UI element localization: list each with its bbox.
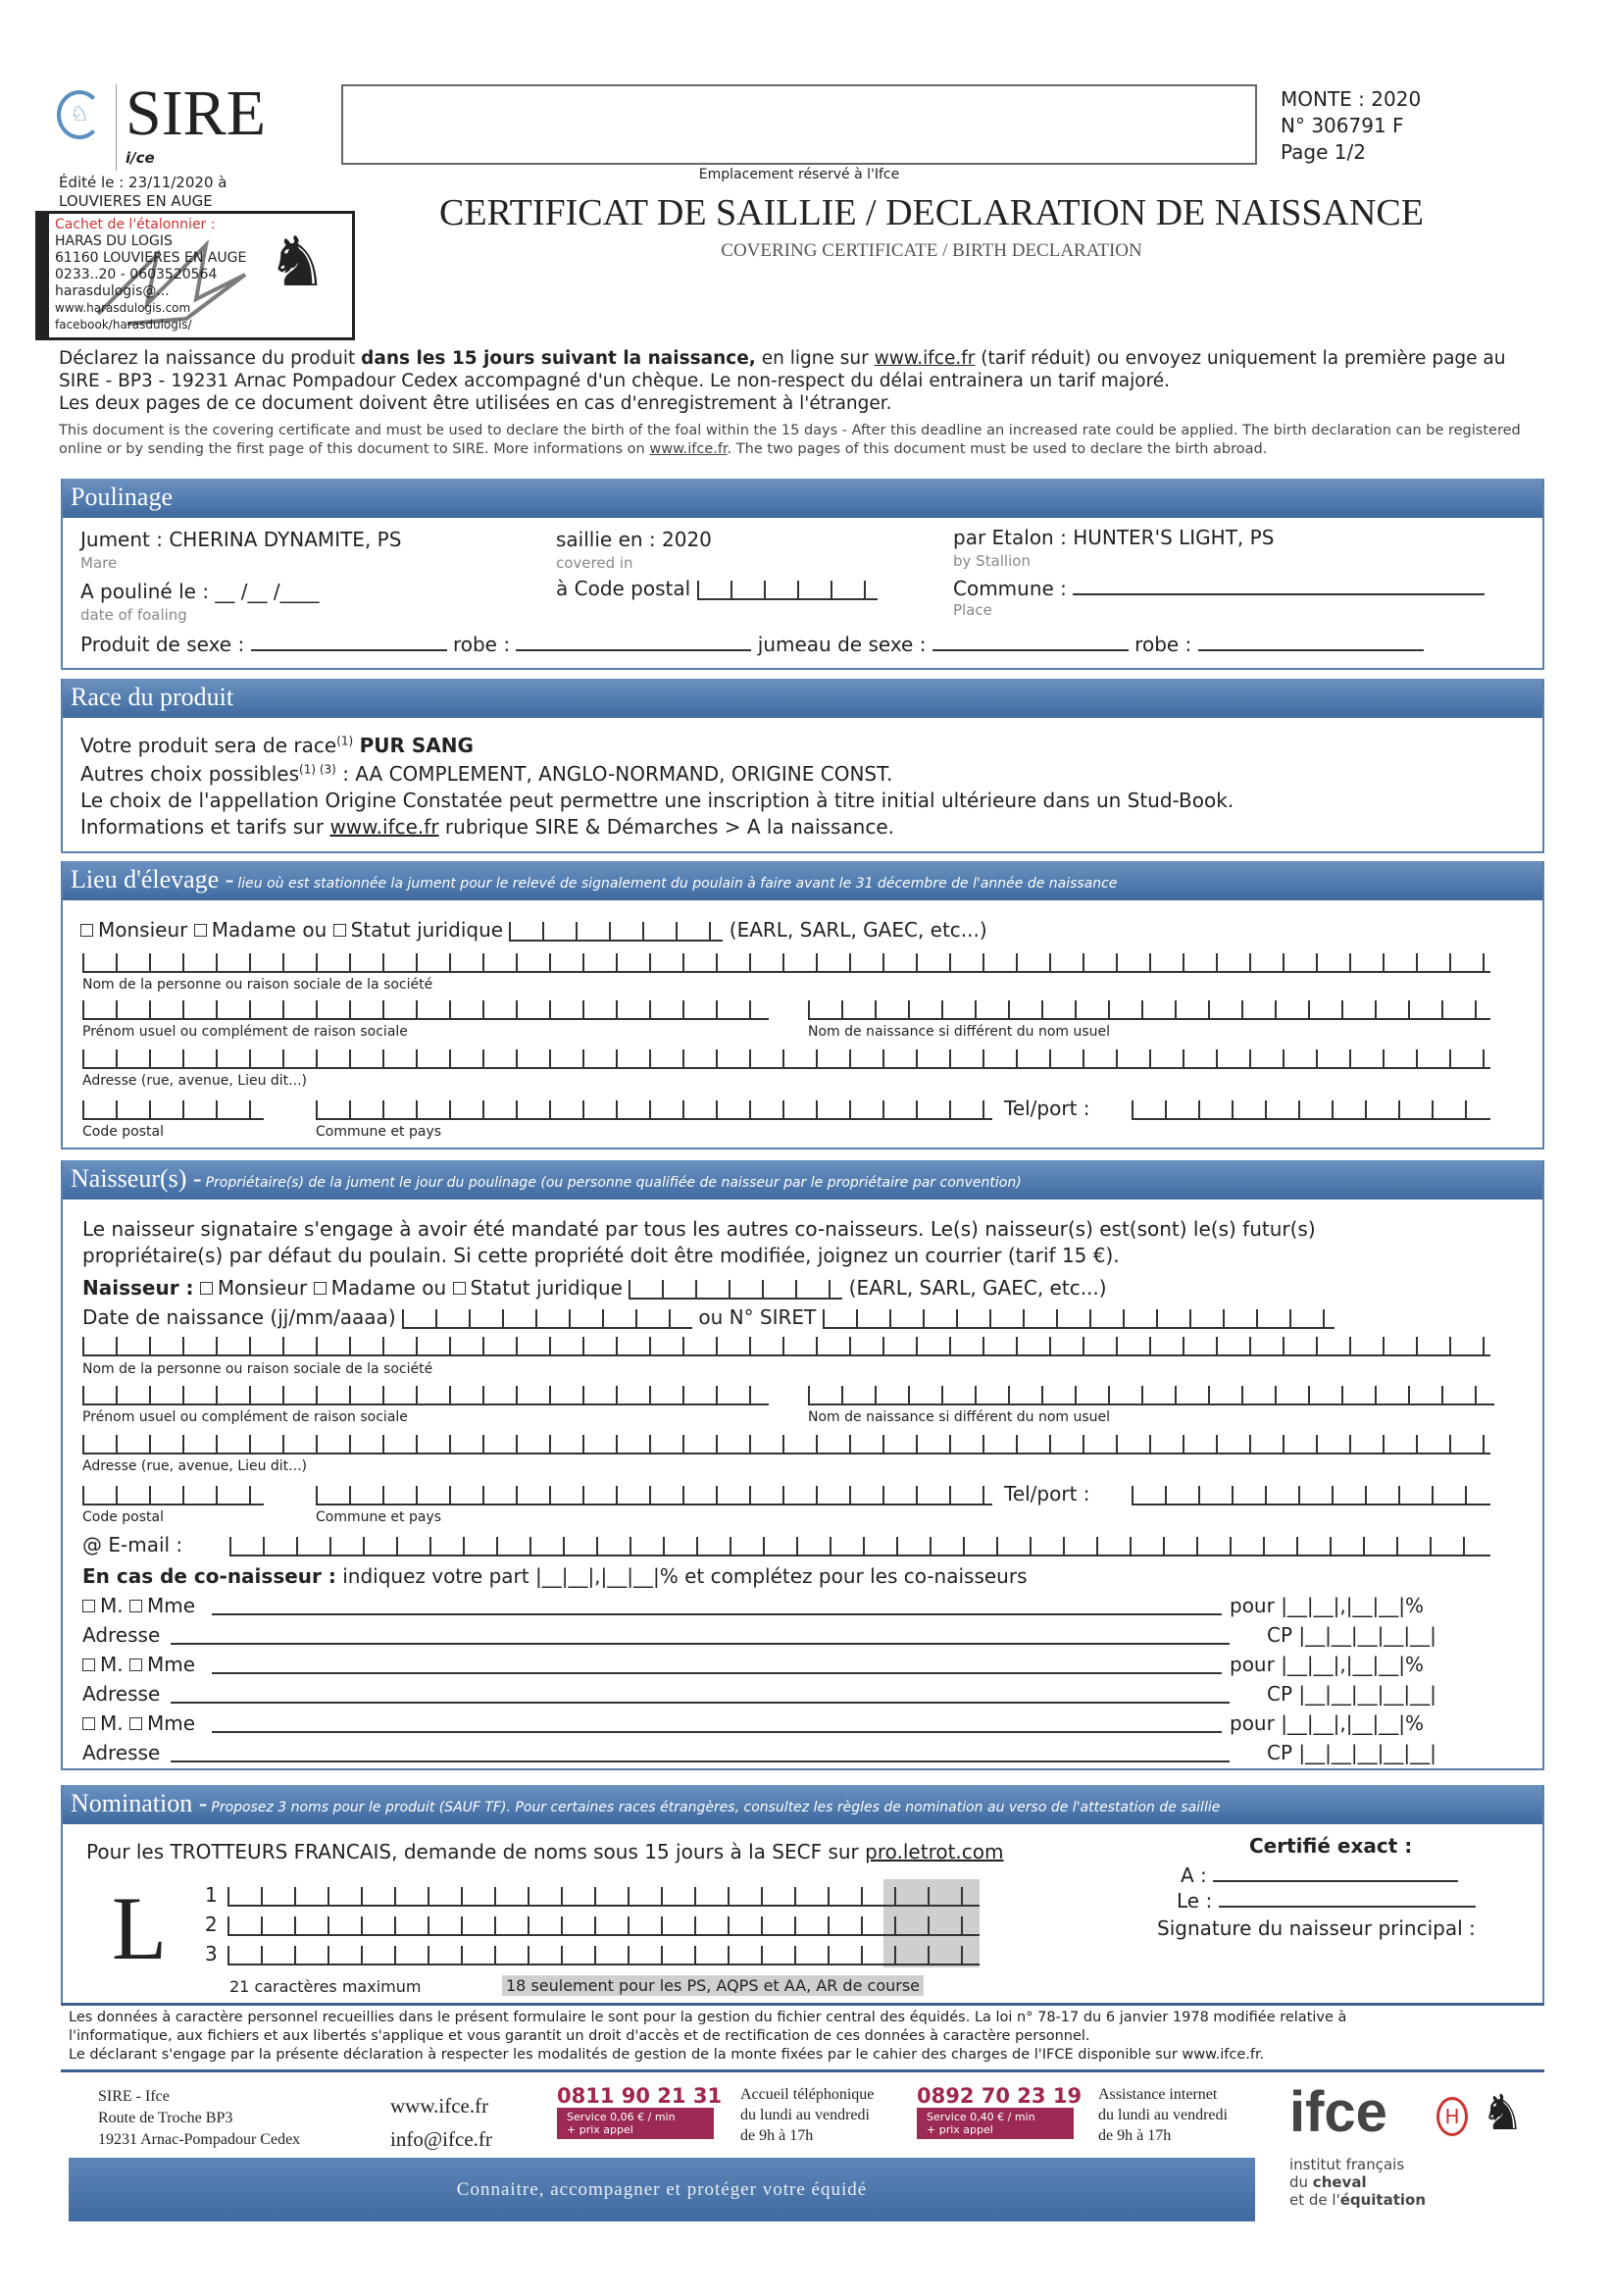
firstname-field[interactable] bbox=[82, 1000, 769, 1020]
tel-label: Tel/port : bbox=[1004, 1482, 1090, 1505]
birthname-field[interactable] bbox=[808, 1000, 1490, 1020]
text: de 9h à 17h bbox=[740, 2127, 814, 2144]
footer-address bbox=[98, 2086, 300, 2151]
rate: Service 0,06 € / min bbox=[567, 2111, 676, 2123]
name-field[interactable] bbox=[82, 953, 1490, 973]
dob-field[interactable] bbox=[402, 1309, 692, 1329]
page-title: CERTIFICAT DE SAILLIE / DECLARATION DE NAISSANCE bbox=[439, 192, 1424, 233]
address-label: Adresse (rue, avenue, Lieu dit...) bbox=[82, 1073, 307, 1089]
phone-assistance bbox=[917, 2084, 1082, 2139]
co-naisseur-name-field[interactable] bbox=[212, 1657, 1222, 1674]
sire-logo-icon: ♘ bbox=[57, 90, 102, 139]
max18-label: 18 seulement pour les PS, AQPS et AA, AR de course bbox=[502, 1975, 924, 1996]
label: Madame ou bbox=[330, 1276, 447, 1300]
checkbox-mme[interactable] bbox=[129, 1717, 142, 1730]
stamp-line: 0233..20 - 0603520564 bbox=[55, 267, 218, 282]
commune-field[interactable] bbox=[316, 1100, 992, 1120]
postcode-row bbox=[556, 577, 878, 600]
address-field[interactable] bbox=[82, 1049, 1490, 1069]
mare-label-en: Mare bbox=[80, 554, 118, 572]
checkbox-mme[interactable] bbox=[129, 1600, 142, 1612]
footer-slogan-band: Connaitre, accompagner et protéger votre équidé bbox=[69, 2158, 1255, 2221]
page-body bbox=[0, 78, 1612, 2296]
tel-label: Tel/port : bbox=[1004, 1097, 1090, 1120]
section-lieu-elevage bbox=[61, 861, 1544, 1149]
email-link[interactable]: info@ifce.fr bbox=[390, 2127, 492, 2151]
robe-field[interactable] bbox=[516, 634, 751, 651]
haras-emblem-icon: H bbox=[1436, 2097, 1468, 2136]
stallion-name: par Etalon : HUNTER'S LIGHT, PS bbox=[953, 526, 1275, 549]
co-naisseur-civility bbox=[82, 1594, 195, 1617]
ifce-logo-small: i/ce bbox=[126, 149, 155, 167]
birthname-label: Nom de naissance si différent du nom usuel bbox=[808, 1409, 1111, 1425]
postcode-label: Code postal bbox=[82, 1509, 164, 1525]
statut-field[interactable] bbox=[509, 922, 723, 942]
label: Adresse bbox=[82, 1741, 161, 1764]
twin-robe-label: robe : bbox=[1134, 633, 1192, 656]
firstname-label: Prénom usuel ou complément de raison sociale bbox=[82, 1024, 408, 1040]
label: Statut juridique bbox=[350, 918, 504, 942]
stamp-label: Cachet de l'étalonnier : bbox=[55, 217, 216, 232]
foaling-date-field[interactable]: A pouliné le : __ /__ /____ bbox=[80, 580, 320, 603]
co-naisseur-postcode-field[interactable]: CP |__|__|__|__|__| bbox=[1267, 1623, 1436, 1647]
phone-accueil-hours bbox=[740, 2084, 874, 2146]
date-row bbox=[1177, 1889, 1476, 1913]
share-field[interactable]: |__|__|,|__|__|% et complétez pour les co-naisseurs bbox=[534, 1564, 1028, 1588]
section-header bbox=[63, 861, 1542, 900]
name-choice-3-field[interactable] bbox=[227, 1946, 980, 1965]
divider bbox=[61, 2003, 1544, 2006]
intro-text: SIRE - BP3 - 19231 Arnac Pompadour Cedex accompagné d'un chèque. Le non-respect du délai entrainera un tarif majoré. bbox=[59, 371, 1171, 391]
checkbox-monsieur[interactable] bbox=[80, 924, 93, 937]
label: Monsieur bbox=[217, 1276, 308, 1300]
twin-sex-label: jumeau de sexe : bbox=[757, 633, 927, 656]
checkbox-statut[interactable] bbox=[333, 924, 346, 937]
intro-text: Déclarez la naissance du produit bbox=[59, 348, 362, 369]
rate: + prix appel bbox=[567, 2123, 633, 2136]
label: Naisseur : bbox=[82, 1276, 194, 1300]
commune-label: Commune et pays bbox=[316, 1124, 442, 1140]
stamp-line: harasdulogis@... bbox=[55, 283, 170, 299]
label: Madame ou bbox=[211, 918, 327, 942]
race-text: Votre produit sera de race bbox=[80, 734, 337, 757]
stallion-label-en: by Stallion bbox=[953, 552, 1031, 570]
intro-en-text: . The two pages of this document must be used to declare the birth abroad. bbox=[727, 441, 1268, 457]
label: indiquez votre part bbox=[335, 1564, 529, 1588]
ifce-logo-caption bbox=[1289, 2156, 1426, 2209]
co-naisseur-civility bbox=[82, 1653, 195, 1676]
firstname-field[interactable] bbox=[82, 1386, 769, 1405]
checkbox-madame[interactable] bbox=[194, 924, 207, 937]
text: Assistance internet bbox=[1098, 2086, 1218, 2103]
label: Statut juridique bbox=[470, 1276, 623, 1300]
address-label: Adresse (rue, avenue, Lieu dit...) bbox=[82, 1458, 307, 1474]
edited-place: LOUVIERES EN AUGE bbox=[59, 192, 213, 210]
caption: du bbox=[1289, 2173, 1313, 2191]
label: En cas de co-naisseur : bbox=[82, 1564, 336, 1588]
ifce-logo-text: ifce bbox=[1289, 2080, 1387, 2144]
section-subtitle: lieu où est stationnée la jument pour le relevé de signalement du poulain à faire avant le 31 décembre de l'année de naissance bbox=[237, 876, 1118, 892]
covered-label-en: covered in bbox=[556, 554, 633, 572]
email-field[interactable] bbox=[229, 1537, 1490, 1556]
civility-row bbox=[82, 1276, 1107, 1300]
ifce-link[interactable]: www.ifce.fr bbox=[329, 815, 439, 839]
section-poulinage bbox=[61, 479, 1544, 670]
stamp-line: 61160 LOUVIERES EN AUGE bbox=[55, 250, 247, 266]
co-naisseur-row bbox=[82, 1564, 1028, 1588]
horse-logo-icon: ♞ bbox=[267, 222, 328, 302]
race-info bbox=[80, 815, 894, 839]
address-line: SIRE - Ifce bbox=[98, 2088, 170, 2105]
twin-robe-field[interactable] bbox=[1198, 634, 1424, 651]
co-naisseur-postcode-field[interactable]: CP |__|__|__|__|__| bbox=[1267, 1682, 1436, 1706]
legal-line: l'informatique, aux fichiers et aux libertés s'applique et vous garantit un droit d'accès et de rectification de ces données à caractère personnel. bbox=[69, 2028, 1090, 2044]
row-number: 1 bbox=[205, 1883, 218, 1907]
label: Le : bbox=[1177, 1889, 1213, 1913]
naisseur-text: Le naisseur signataire s'engage à avoir été mandaté par tous les autres co-naisseurs. Le(s) naisseur(s) est(sont) le(s) futur(s) bbox=[82, 1217, 1316, 1241]
commune-field[interactable] bbox=[1073, 578, 1485, 595]
address-line: 19231 Arnac-Pompadour Cedex bbox=[98, 2131, 301, 2148]
phone-rate-tag bbox=[917, 2108, 1074, 2139]
legal-line: Les données à caractère personnel recueillies dans le présent formulaire le sont pour la gestion du fichier central des équidés. La loi n° 78-17 du 6 janvier 1978 modifiée relative à bbox=[69, 2010, 1347, 2025]
place-row bbox=[1181, 1863, 1458, 1887]
race-value: PUR SANG bbox=[359, 734, 474, 757]
checkbox-monsieur[interactable] bbox=[200, 1282, 213, 1295]
co-naisseur-share-field[interactable]: pour |__|__|,|__|__|% bbox=[1230, 1711, 1424, 1735]
caption: institut français bbox=[1289, 2156, 1405, 2173]
section-title: Poulinage bbox=[71, 483, 173, 511]
intro-text: Les deux pages de ce document doivent être utilisées en cas d'enregistrement à l'étranger. bbox=[59, 393, 892, 414]
birthname-field[interactable] bbox=[808, 1386, 1494, 1405]
section-header bbox=[63, 1785, 1542, 1824]
rate: + prix appel bbox=[927, 2123, 993, 2136]
section-title: Lieu d'élevage - bbox=[71, 865, 234, 893]
checkbox-mme[interactable] bbox=[129, 1658, 142, 1671]
phone-number[interactable]: 0892 70 23 19 bbox=[917, 2084, 1083, 2108]
name-label: Nom de la personne ou raison sociale de la société bbox=[82, 1361, 433, 1377]
label: A : bbox=[1181, 1863, 1207, 1887]
ifce-link[interactable]: www.ifce.fr bbox=[874, 348, 976, 369]
certificate-number: N° 306791 F bbox=[1281, 114, 1404, 137]
reserved-label: Emplacement réservé à l'Ifce bbox=[698, 167, 900, 182]
co-naisseur-share-field[interactable]: pour |__|__|,|__|__|% bbox=[1230, 1653, 1424, 1676]
section-header bbox=[63, 679, 1542, 718]
website-link[interactable]: www.ifce.fr bbox=[390, 2094, 489, 2117]
stamp-line: facebook/harasdulogis/ bbox=[55, 318, 192, 332]
text: du lundi au vendredi bbox=[1098, 2107, 1228, 2123]
text: Accueil téléphonique bbox=[740, 2086, 875, 2103]
checkbox-m[interactable] bbox=[82, 1600, 95, 1612]
birthname-label: Nom de naissance si différent du nom usuel bbox=[808, 1024, 1111, 1040]
date-field[interactable] bbox=[1219, 1890, 1476, 1908]
statut-field[interactable] bbox=[629, 1280, 842, 1300]
intro-en-text: This document is the covering certificate and must be used to declare the birth of the foal within the 15 days - After this deadline an increased rate could be applied. The birth declaration can be registered online or by sending the first page of this document to SIRE. More informations on bbox=[59, 423, 1521, 457]
label: M. bbox=[100, 1653, 124, 1676]
co-naisseur-share-field[interactable]: pour |__|__|,|__|__|% bbox=[1230, 1594, 1424, 1617]
sex-label: Produit de sexe : bbox=[80, 633, 245, 656]
label: Pour les TROTTEURS FRANCAIS, demande de noms sous 15 jours à la SECF sur bbox=[86, 1840, 866, 1863]
row-number: 3 bbox=[205, 1942, 218, 1965]
name-label: Nom de la personne ou raison sociale de la société bbox=[82, 977, 433, 993]
label: M. bbox=[100, 1711, 124, 1735]
sex-row bbox=[80, 633, 1424, 656]
label: Monsieur bbox=[98, 918, 188, 942]
section-subtitle: Propriétaire(s) de la jument le jour du poulinage (ou personne qualifiée de naisseur par le propriétaire par convention) bbox=[205, 1175, 1022, 1191]
intro-text: en ligne sur bbox=[755, 348, 875, 369]
postcode-label: Code postal bbox=[82, 1124, 164, 1140]
edited-date: Édité le : 23/11/2020 à bbox=[59, 174, 227, 191]
commune-label: Commune et pays bbox=[316, 1509, 442, 1525]
covered-year: saillie en : 2020 bbox=[556, 528, 712, 551]
max-chars-label: 21 caractères maximum bbox=[229, 1977, 422, 1996]
firstname-label: Prénom usuel ou complément de raison sociale bbox=[82, 1409, 408, 1425]
label: Mme bbox=[146, 1653, 196, 1676]
commune-label-en: Place bbox=[953, 601, 992, 619]
legal-line: Le déclarant s'engage par la présente déclaration à respecter les modalités de gestion de la monte fixées par le cahier des charges de l'IFCE disponible sur www.ifce.fr. bbox=[69, 2047, 1265, 2063]
place-field[interactable] bbox=[1213, 1864, 1458, 1882]
section-title: Naisseur(s) - bbox=[71, 1164, 202, 1193]
row-number: 2 bbox=[205, 1913, 218, 1936]
section-naisseur bbox=[61, 1160, 1544, 1770]
label: (EARL, SARL, GAEC, etc...) bbox=[729, 918, 987, 942]
monte-year: MONTE : 2020 bbox=[1281, 87, 1422, 111]
co-naisseur-name-field[interactable] bbox=[212, 1715, 1222, 1733]
naisseur-text: propriétaire(s) par défaut du poulain. Si cette propriété doit être modifiée, joignez un courrier (tarif 15 €). bbox=[82, 1244, 1120, 1267]
rate: Service 0,40 € / min bbox=[927, 2111, 1035, 2123]
race-line bbox=[80, 734, 474, 757]
footer-contact bbox=[390, 2089, 492, 2156]
page-number: Page 1/2 bbox=[1281, 140, 1366, 164]
address-field[interactable] bbox=[82, 1435, 1490, 1454]
page-subtitle: COVERING CERTIFICATE / BIRTH DECLARATION bbox=[721, 240, 1142, 261]
postcode-label: à Code postal bbox=[556, 577, 691, 600]
name-field[interactable] bbox=[82, 1337, 1490, 1356]
caption: équitation bbox=[1339, 2191, 1427, 2209]
intro-en bbox=[59, 422, 1549, 459]
intro-text: (tarif réduit) ou envoyez uniquement la première page au bbox=[975, 348, 1506, 369]
sire-logo-text: SIRE bbox=[126, 77, 267, 149]
label: Adresse bbox=[82, 1682, 161, 1706]
section-header bbox=[63, 479, 1542, 518]
race-options bbox=[80, 762, 892, 786]
section-header bbox=[63, 1160, 1542, 1199]
label: Mme bbox=[146, 1711, 196, 1735]
section-title: Race du produit bbox=[71, 683, 234, 711]
footnote-ref: (1) (3) bbox=[299, 762, 336, 777]
checkbox-m[interactable] bbox=[82, 1717, 95, 1730]
phone-rate-tag bbox=[557, 2108, 714, 2139]
label: M. bbox=[100, 1594, 124, 1617]
postcode-field[interactable] bbox=[82, 1486, 264, 1505]
checkbox-m[interactable] bbox=[82, 1658, 95, 1671]
caption: cheval bbox=[1312, 2173, 1367, 2191]
text: du lundi au vendredi bbox=[740, 2107, 870, 2123]
section-title: Nomination - bbox=[71, 1789, 208, 1817]
nomination-letter: L bbox=[112, 1878, 168, 1978]
co-naisseur-address-field[interactable] bbox=[171, 1686, 1230, 1704]
label: ou N° SIRET bbox=[698, 1305, 817, 1329]
tel-field[interactable] bbox=[1132, 1486, 1490, 1505]
race-text: Informations et tarifs sur bbox=[80, 815, 330, 839]
co-naisseur-postcode-field[interactable]: CP |__|__|__|__|__| bbox=[1267, 1741, 1436, 1764]
race-options-value: : AA COMPLEMENT, ANGLO-NORMAND, ORIGINE CONST. bbox=[335, 762, 893, 786]
intro-fr bbox=[59, 347, 1549, 415]
co-naisseur-name-field[interactable] bbox=[212, 1598, 1222, 1615]
robe-label: robe : bbox=[452, 633, 511, 656]
mare-name: Jument : CHERINA DYNAMITE, PS bbox=[80, 528, 402, 551]
footnote-ref: (1) bbox=[336, 734, 354, 748]
race-text: Le choix de l'appellation Origine Constatée peut permettre une inscription à titre initial ultérieure dans un Stud-Book. bbox=[80, 789, 1234, 812]
civility-row bbox=[80, 918, 987, 942]
tel-field[interactable] bbox=[1132, 1100, 1490, 1120]
race-text: Autres choix possibles bbox=[80, 762, 300, 786]
trotteur-line bbox=[86, 1840, 1004, 1863]
checkbox-statut[interactable] bbox=[453, 1282, 466, 1295]
checkbox-madame[interactable] bbox=[314, 1282, 327, 1295]
section-subtitle: Proposez 3 noms pour le produit (SAUF TF). Pour certaines races étrangères, consultez les règles de nomination au verso de l'attestation de saillie bbox=[211, 1800, 1221, 1815]
address-line: Route de Troche BP3 bbox=[98, 2110, 233, 2126]
dob-row bbox=[82, 1305, 1335, 1329]
race-text: rubrique SIRE & Démarches > A la naissance. bbox=[438, 815, 894, 839]
commune-field[interactable] bbox=[316, 1486, 992, 1505]
postcode-field[interactable] bbox=[697, 581, 878, 600]
ifce-link[interactable]: www.ifce.fr bbox=[649, 441, 728, 457]
label: Date de naissance (jj/mm/aaaa) bbox=[82, 1305, 396, 1329]
name-choice-2-field[interactable] bbox=[227, 1916, 980, 1936]
stamp-line: HARAS DU LOGIS bbox=[55, 233, 173, 249]
twin-sex-field[interactable] bbox=[932, 634, 1129, 651]
label: (EARL, SARL, GAEC, etc...) bbox=[848, 1276, 1107, 1300]
email-label: @ E-mail : bbox=[82, 1533, 183, 1556]
sex-field[interactable] bbox=[251, 634, 447, 651]
stamp-line: www.harasdulogis.com bbox=[55, 301, 191, 315]
intro-deadline: dans les 15 jours suivant la naissance, bbox=[361, 348, 756, 369]
commune-label: Commune : bbox=[953, 577, 1067, 600]
signature-label[interactable]: Signature du naisseur principal : bbox=[1157, 1916, 1476, 1940]
foaling-label-en: date of foaling bbox=[80, 606, 187, 624]
commune-row bbox=[953, 577, 1485, 600]
horse-emblem-icon: ♞ bbox=[1481, 2084, 1525, 2141]
label: Mme bbox=[146, 1594, 196, 1617]
co-naisseur-civility bbox=[82, 1711, 195, 1735]
ifce-logo bbox=[1289, 2079, 1544, 2217]
divider bbox=[61, 2069, 1544, 2072]
phone-assistance-hours bbox=[1098, 2084, 1228, 2146]
text: de 9h à 17h bbox=[1098, 2127, 1172, 2144]
section-nomination bbox=[61, 1785, 1544, 2004]
siret-field[interactable] bbox=[823, 1309, 1335, 1329]
phone-accueil bbox=[557, 2084, 722, 2139]
letrot-link[interactable]: pro.letrot.com bbox=[865, 1840, 1004, 1863]
legal-notice bbox=[69, 2009, 1539, 2065]
co-naisseur-address-field[interactable] bbox=[171, 1745, 1230, 1762]
phone-number[interactable]: 0811 90 21 31 bbox=[557, 2084, 723, 2108]
caption: et de l' bbox=[1289, 2191, 1340, 2209]
certified-label: Certifié exact : bbox=[1249, 1834, 1413, 1858]
co-naisseur-address-field[interactable] bbox=[171, 1627, 1230, 1645]
postcode-field[interactable] bbox=[82, 1100, 264, 1120]
label: Adresse bbox=[82, 1623, 161, 1647]
name-choice-1-field[interactable] bbox=[227, 1887, 980, 1907]
section-race bbox=[61, 679, 1544, 853]
